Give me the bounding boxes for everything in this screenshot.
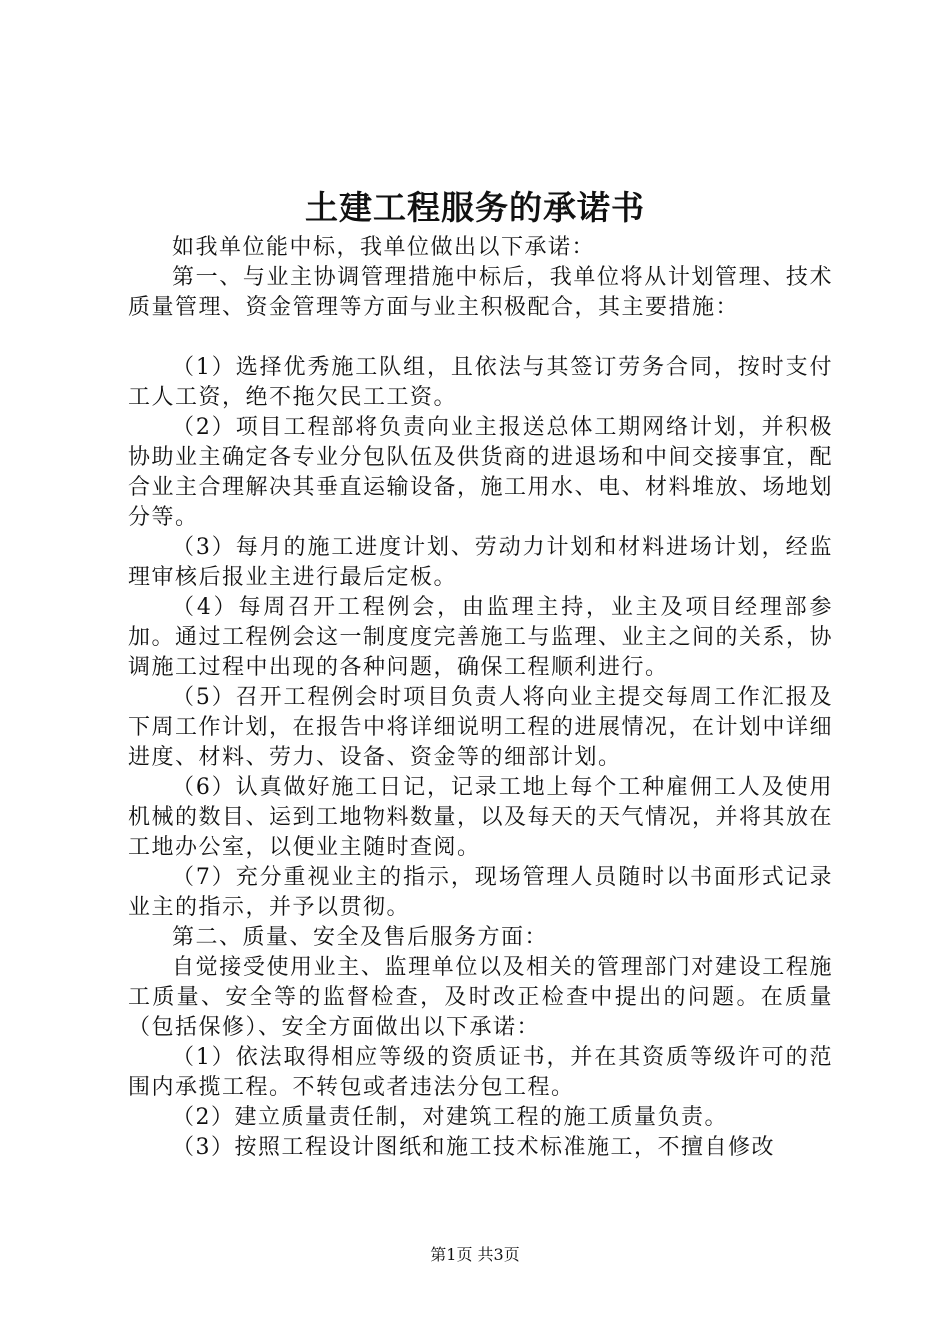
page-number-footer: 第1页 共3页 xyxy=(430,1245,520,1264)
paragraph-intro: 如我单位能中标，我单位做出以下承诺： xyxy=(172,235,596,260)
paragraph-section-2-item-1: （1）依法取得相应等级的资质证书，并在其资质等级许可的范围内承揽工程。不转包或者违法分包工程。 xyxy=(128,1045,833,1100)
paragraph-section-1-heading: 第一、与业主协调管理措施中标后，我单位将从计划管理、技术质量管理、资金管理等方面与业主积极配合，其主要措施： xyxy=(128,265,833,320)
paragraph-item-4: （4）每周召开工程例会，由监理主持，业主及项目经理部参加。通过工程例会这一制度度完善施工与监理、业主之间的关系，协调施工过程中出现的各种问题，确保工程顺利进行。 xyxy=(128,595,834,680)
paragraph-section-2-heading: 第二、质量、安全及售后服务方面： xyxy=(172,925,549,950)
paragraph-item-6: （6）认真做好施工日记，记录工地上每个工种雇佣工人及使用机械的数目、运到工地物料数量，以及每天的天气情况，并将其放在工地办公室，以便业主随时查阅。 xyxy=(128,775,834,860)
paragraph-item-1: （1）选择优秀施工队组，且依法与其签订劳务合同，按时支付工人工资，绝不拖欠民工工资。 xyxy=(128,355,833,410)
paragraph-item-5: （5）召开工程例会时项目负责人将向业主提交每周工作汇报及下周工作计划，在报告中将详细说明工程的进展情况，在计划中详细进度、材料、劳力、设备、资金等的细部计划。 xyxy=(128,685,834,770)
paragraph-section-2-item-3: （3）按照工程设计图纸和施工技术标准施工，不擅自修改 xyxy=(172,1135,775,1160)
paragraph-item-2: （2）项目工程部将负责向业主报送总体工期网络计划，并积极协助业主确定各专业分包队伍及供货商的进退场和中间交接事宜，配合业主合理解决其垂直运输设备，施工用水、电、材料堆放、场地划分等。 xyxy=(128,415,834,530)
paragraph-item-3: （3）每月的施工进度计划、劳动力计划和材料进场计划，经监理审核后报业主进行最后定板。 xyxy=(128,535,833,590)
paragraph-section-2-item-2: （2）建立质量责任制，对建筑工程的施工质量负责。 xyxy=(172,1105,728,1130)
paragraph-item-7: （7）充分重视业主的指示，现场管理人员随时以书面形式记录业主的指示，并予以贯彻。 xyxy=(128,865,833,920)
paragraph-section-2-intro: 自觉接受使用业主、监理单位以及相关的管理部门对建设工程施工质量、安全等的监督检查，及时改正检查中提出的问题。在质量（包括保修）、安全方面做出以下承诺： xyxy=(128,955,833,1040)
document-body xyxy=(128,233,833,1163)
document-title: 土建工程服务的承诺书 xyxy=(305,188,645,227)
